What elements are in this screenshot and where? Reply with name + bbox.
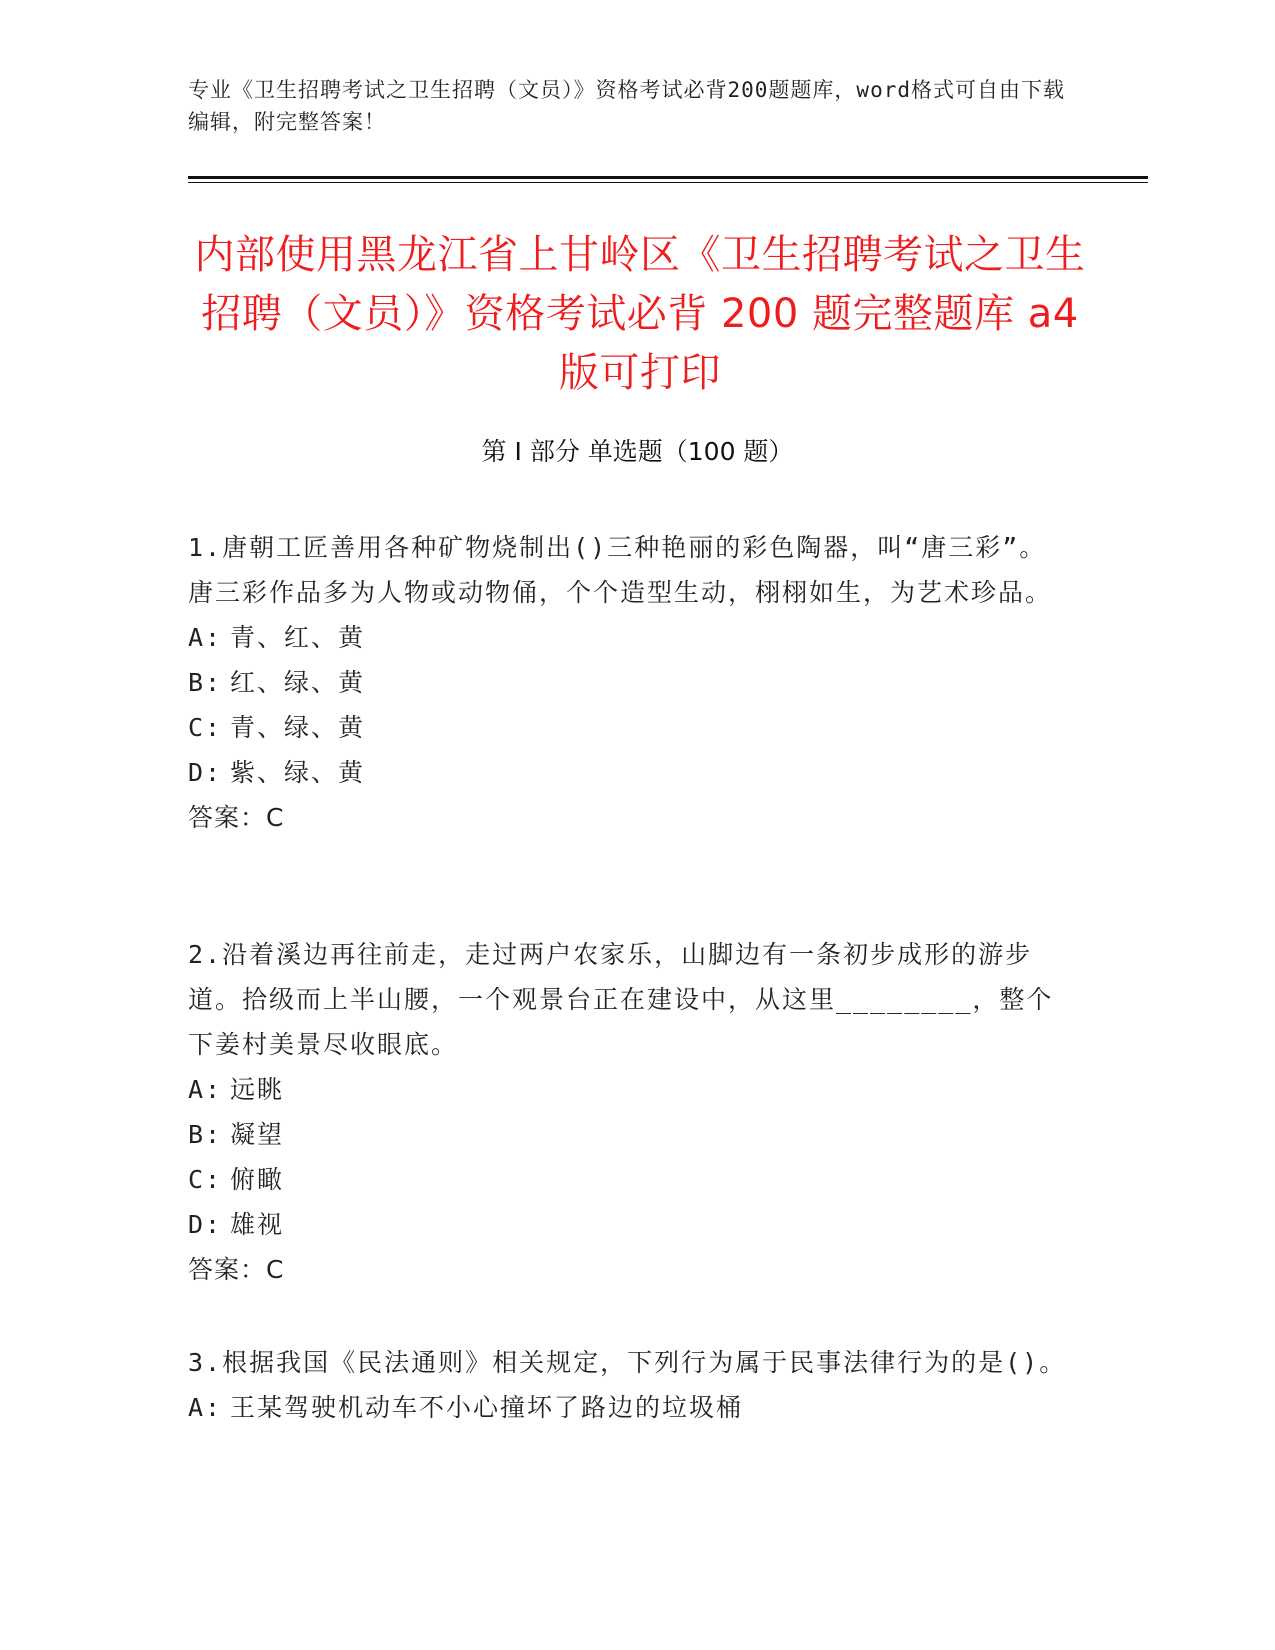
option-a	[188, 615, 1068, 660]
option-text: 青、红、黄	[230, 623, 366, 652]
option-letter: A:	[188, 1075, 223, 1104]
option-letter: A:	[188, 623, 223, 652]
header-note: 专业《卫生招聘考试之卫生招聘（文员）》资格考试必背200题题库，word格式可自由下载编辑，附完整答案！	[188, 78, 1065, 134]
answer-label: 答案：	[188, 1255, 267, 1284]
option-letter: C:	[188, 1165, 223, 1194]
answer-value: C	[266, 803, 285, 832]
option-letter: D:	[188, 758, 223, 787]
question-stem: 1.唐朝工匠善用各种矿物烧制出()三种艳丽的彩色陶器，叫“唐三彩”。唐三彩作品多为人物或动物俑，个个造型生动，栩栩如生，为艺术珍品。	[188, 533, 1053, 607]
option-b	[188, 1112, 1068, 1157]
question-1	[188, 525, 1068, 840]
option-letter: B:	[188, 668, 223, 697]
option-text: 青、绿、黄	[230, 713, 366, 742]
option-text: 远眺	[230, 1075, 285, 1104]
document-title: 内部使用黑龙江省上甘岭区《卫生招聘考试之卫生招聘（文员）》资格考试必背 200 题完整题库 a4 版可打印	[194, 232, 1086, 396]
option-letter: C:	[188, 713, 223, 742]
answer-line	[188, 795, 1068, 840]
answer-value: C	[266, 1255, 285, 1284]
answer-label: 答案：	[188, 803, 267, 832]
option-d	[188, 1202, 1068, 1247]
option-text: 红、绿、黄	[230, 668, 366, 697]
question-stem: 2.沿着溪边再往前走，走过两户农家乐，山脚边有一条初步成形的游步道。拾级而上半山腰，一个观景台正在建设中，从这里________，整个下姜村美景尽收眼底。	[188, 940, 1054, 1059]
option-letter: A:	[188, 1393, 223, 1422]
question-2	[188, 932, 1068, 1292]
question-stem: 3.根据我国《民法通则》相关规定，下列行为属于民事法律行为的是()。	[188, 1348, 1067, 1377]
option-letter: D:	[188, 1210, 223, 1239]
option-text: 雄视	[230, 1210, 285, 1239]
option-d	[188, 750, 1068, 795]
option-a	[188, 1067, 1068, 1112]
option-letter: B:	[188, 1120, 223, 1149]
option-c	[188, 1157, 1068, 1202]
option-a	[188, 1385, 1068, 1430]
header-rule-thin	[188, 182, 1148, 183]
question-3	[188, 1340, 1068, 1430]
option-text: 紫、绿、黄	[230, 758, 366, 787]
option-text: 凝望	[230, 1120, 285, 1149]
header-rule-thick	[188, 176, 1148, 179]
section-title: 第 I 部分 单选题（100 题）	[481, 437, 794, 466]
answer-line	[188, 1247, 1068, 1292]
option-b	[188, 660, 1068, 705]
option-text: 王某驾驶机动车不小心撞坏了路边的垃圾桶	[230, 1393, 744, 1422]
option-c	[188, 705, 1068, 750]
option-text: 俯瞰	[230, 1165, 285, 1194]
